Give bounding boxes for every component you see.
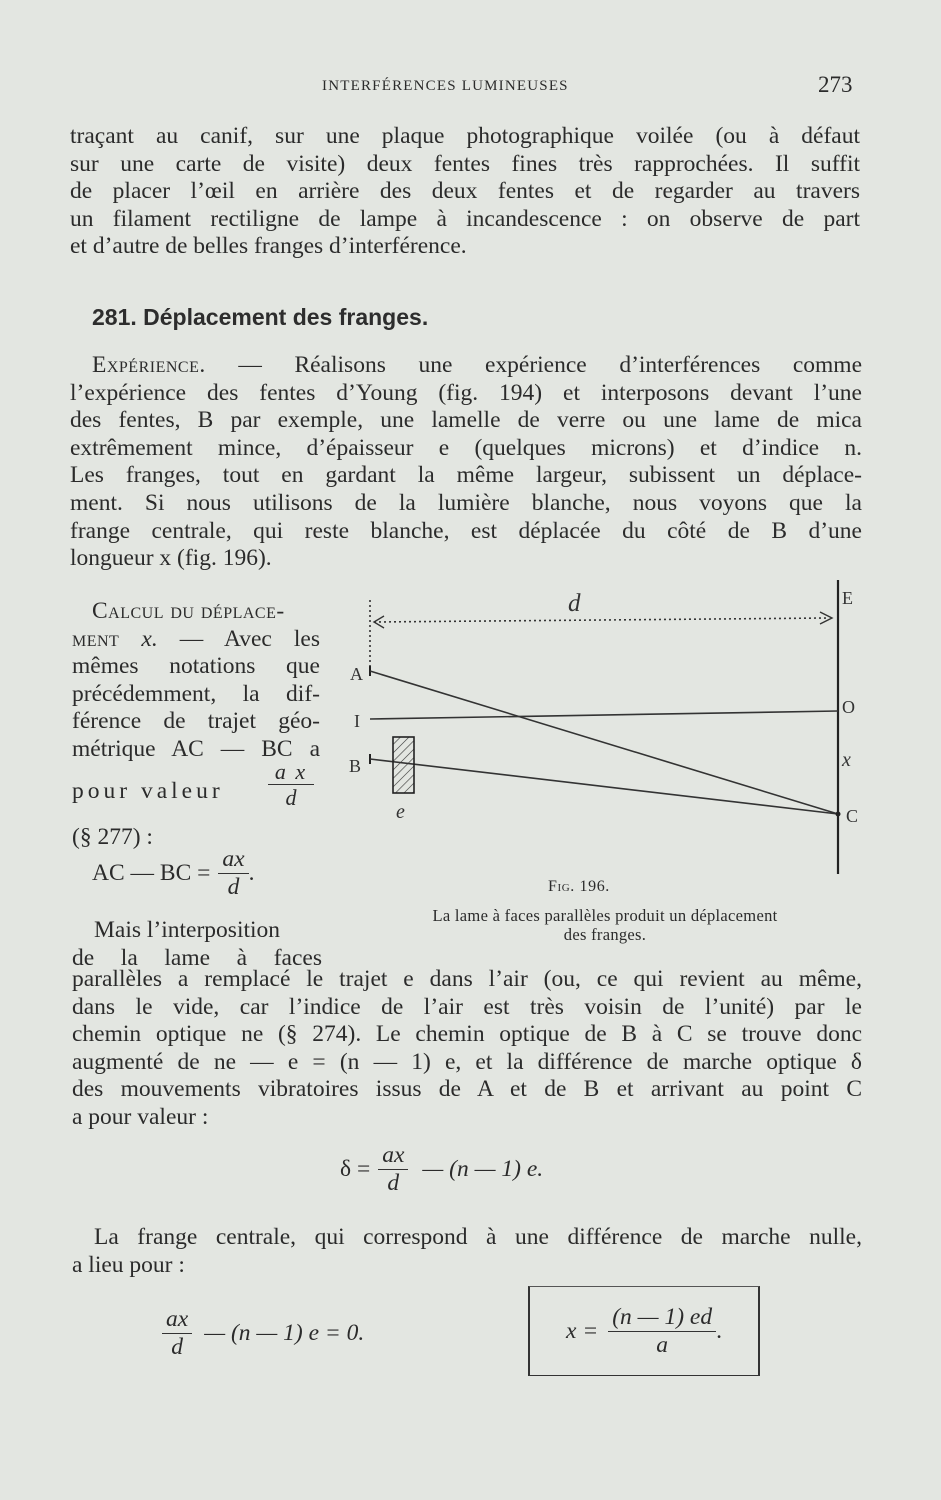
ray-IO [370,711,838,719]
label-C: C [846,806,859,826]
ac-bc-equation [92,846,254,901]
text-line: précédemment, la dif- [72,680,320,707]
boxed-num: (n — 1) ed [612,1303,713,1330]
eq-fraction [218,846,248,901]
label-d: d [568,590,581,617]
boxed-fraction [608,1304,716,1359]
final-left-rhs: — (n — 1) e = 0. [204,1320,365,1346]
text-line: l’expérience des fentes d’Young (fig. 194) et interposons devant l’une [70,379,862,406]
ray-BC [370,759,838,814]
calcul-line: — Avec les [179,625,321,652]
caption-line: des franges. [563,925,647,944]
text-line: frange centrale, qui reste blanche, est déplacée du côté de B d’une [70,517,862,544]
label-E: E [842,588,853,608]
experience-dash: — [238,352,262,378]
mais-paragraph [72,917,322,972]
ray-AC [370,671,838,814]
eq-lhs: AC — BC = [92,860,211,886]
text-line: Les franges, tout en gardant la même largeur, subissent un déplace- [70,462,862,489]
label-x: x [842,749,851,771]
text-line: des mouvements vibratoires issus de A et de B et arrivant au point C [72,1076,862,1103]
experience-label: Expérience. [92,352,206,378]
text-line: traçant au canif, sur une plaque photographique voilée (ou à défaut [70,123,860,149]
text-line [70,352,862,380]
calcul-column [72,598,320,763]
final-equation-boxed [528,1286,760,1376]
delta-equation [340,1142,543,1197]
caption-line: La lame à faces parallèles produit un déplacement [432,906,778,925]
eq-num: ax [222,846,245,872]
text-line: de placer l’œil en arrière des deux fentes et de regarder au travers [70,178,860,205]
text-line: des fentes, B par exemple, une lamelle de verre ou une lame de mica [70,407,862,434]
section-number: 281. [92,304,137,330]
delta-num: ax [382,1142,405,1168]
final-left-den: d [162,1333,192,1361]
section-heading [92,304,428,331]
text-line: La frange centrale, qui correspond à une différence de marche nulle, [94,1224,862,1250]
top-paragraph [70,123,860,261]
label-O: O [842,697,855,717]
text-line: mêmes notations que [72,653,320,679]
text-line: métrique AC — BC a [72,735,320,762]
text-line: augmenté de ne — e = (n — 1) e, et la différence de marche optique δ [72,1048,862,1075]
label-A: A [350,664,363,684]
text-line: sur une carte de visite) deux fentes fines très rapprochées. Il suffit [70,150,860,177]
experience-line-first: Réalisons une expérience d’interférences comme [294,352,863,378]
figure-196 [330,578,870,878]
text-line: un filament rectiligne de lampe à incandescence : on observe de part [70,205,860,232]
text-line: longueur x (fig. 196). [70,545,272,572]
final-equation-left [162,1306,364,1361]
var-x: x. [141,625,158,652]
label-I: I [354,711,360,731]
arrow-head-right [820,612,832,624]
delta-lhs: δ = [340,1156,371,1182]
frange-paragraph [72,1224,862,1279]
glass-plate [393,737,414,793]
pour-valeur: pour valeur [72,778,224,804]
text-line: a pour valeur : [72,1103,209,1130]
page-number: 273 [818,72,853,97]
boxed-lhs: x = [566,1317,599,1344]
text-line: Mais l’interposition [94,917,281,943]
delta-rhs: — (n — 1) e. [422,1156,544,1182]
text-line: chemin optique ne (§ 274). Le chemin optique de B à C se trouve donc [72,1021,862,1048]
distance-arrow [374,618,828,622]
text-line: et d’autre de belles franges d’interférence. [70,233,467,260]
final-left-fraction [162,1306,192,1361]
boxed-dot: . [716,1317,722,1344]
text-line: ment. Si nous utilisons de la lumière blanche, nous voyons que la [70,489,862,516]
main-paragraph [72,966,862,1132]
eq-dot: . [248,860,255,886]
figure-label: Fig. 196. [548,878,610,895]
text-line: dans le vide, car l’indice de l’air est très voisin de l’unité) par le [72,993,862,1020]
delta-fraction [378,1142,408,1197]
experience-paragraph [70,352,862,573]
running-title: INTERFÉRENCES LUMINEUSES [322,78,569,94]
delta-den: d [378,1169,408,1197]
calcul-heading-text: Calcul du déplace- [92,598,285,624]
text-line: extrêmement mince, d’épaisseur e (quelques microns) et d’indice n. [70,434,862,461]
frac-num: a x [274,759,308,784]
frac-den: d [268,784,314,811]
calcul-heading-2: ment [72,625,120,652]
eq-den: d [218,873,248,901]
calcul-heading [72,598,320,626]
frac-ax-d [268,760,314,811]
text-line: parallèles a remplacé le trajet e dans l’air (ou, ce qui revient au même, [72,966,862,992]
text-line: de la lame à faces [72,944,322,971]
boxed-den: a [608,1331,716,1359]
section-title: Déplacement des franges. [143,304,429,330]
section-ref: (§ 277) : [72,824,153,850]
text-line [72,626,320,654]
final-left-num: ax [166,1306,189,1332]
text-line: a lieu pour : [72,1251,185,1278]
figure-caption [350,906,860,944]
text-line: férence de trajet géo- [72,708,320,734]
label-B: B [349,756,362,776]
label-e: e [396,801,405,823]
point-C [836,812,841,817]
